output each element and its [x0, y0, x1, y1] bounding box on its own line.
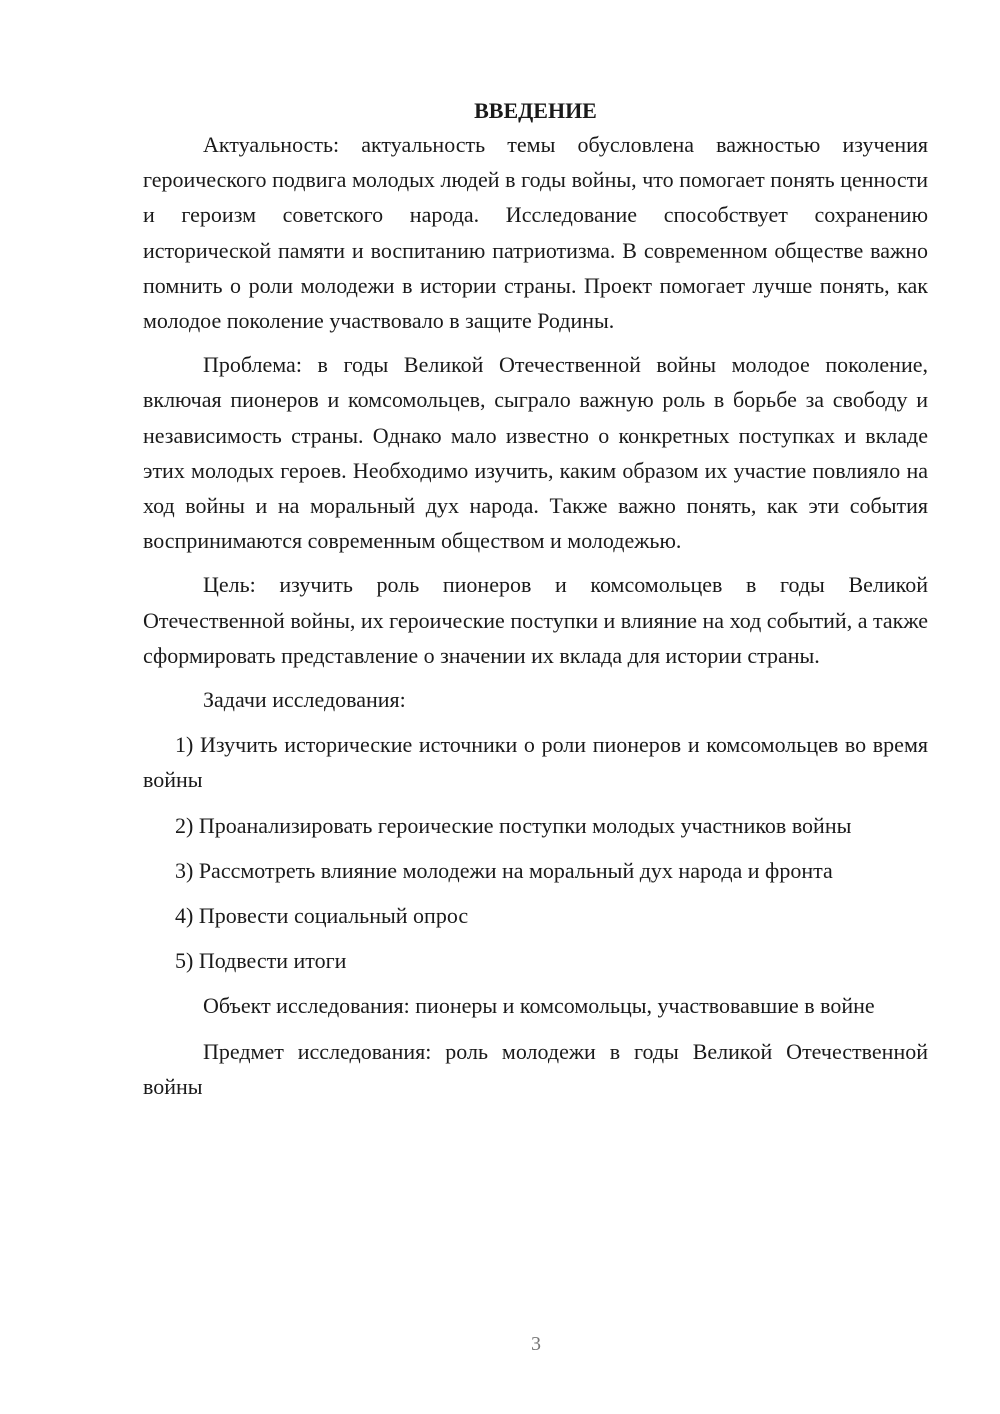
- tasks-title: Задачи исследования:: [203, 687, 406, 713]
- page-content: [143, 94, 928, 1104]
- paragraph-subject: Предмет исследования: роль молодежи в годы Великой Отечественной войны: [143, 1038, 928, 1099]
- paragraph-goal: Цель: изучить роль пионеров и комсомольцев в годы Великой Отечественной войны, их героические поступки и влияние на ход событий, а также сформировать представление о значении их вклада для истории страны.: [143, 572, 928, 668]
- task-item-1: 1) Изучить исторические источники о роли пионеров и комсомольцев во время войны: [143, 732, 928, 793]
- page-number: 3: [531, 1333, 541, 1355]
- paragraph-object: Объект исследования: пионеры и комсомольцы, участвовавшие в войне: [203, 993, 875, 1019]
- task-item-2: 2) Проанализировать героические поступки молодых участников войны: [175, 812, 852, 838]
- task-item-5: 5) Подвести итоги: [175, 948, 347, 974]
- section-heading: ВВЕДЕНИЕ: [474, 98, 597, 123]
- task-item-4: 4) Провести социальный опрос: [175, 903, 469, 929]
- paragraph-relevance: Актуальность: актуальность темы обусловлена важностью изучения героического подвига молодых людей в годы войны, что помогает понять ценности и героизм советского народа. Исследование способствует сохранению исторической памяти и воспитанию патриотизма. В современном обществе важно помнить о роли молодежи в истории страны. Проект помогает лучше понять, как молодое поколение участвовало в защите Родины.: [143, 132, 928, 334]
- paragraph-problem: Проблема: в годы Великой Отечественной войны молодое поколение, включая пионеров и комсомольцев, сыграло важную роль в борьбе за свободу и независимость страны. Однако мало известно о конкретных поступках и вкладе этих молодых героев. Необходимо изучить, каким образом их участие повлияло на ход войны и на моральный дух народа. Также важно понять, как эти события воспринимаются современным обществом и молодежью.: [143, 352, 928, 554]
- task-item-3: 3) Рассмотреть влияние молодежи на моральный дух народа и фронта: [175, 857, 833, 883]
